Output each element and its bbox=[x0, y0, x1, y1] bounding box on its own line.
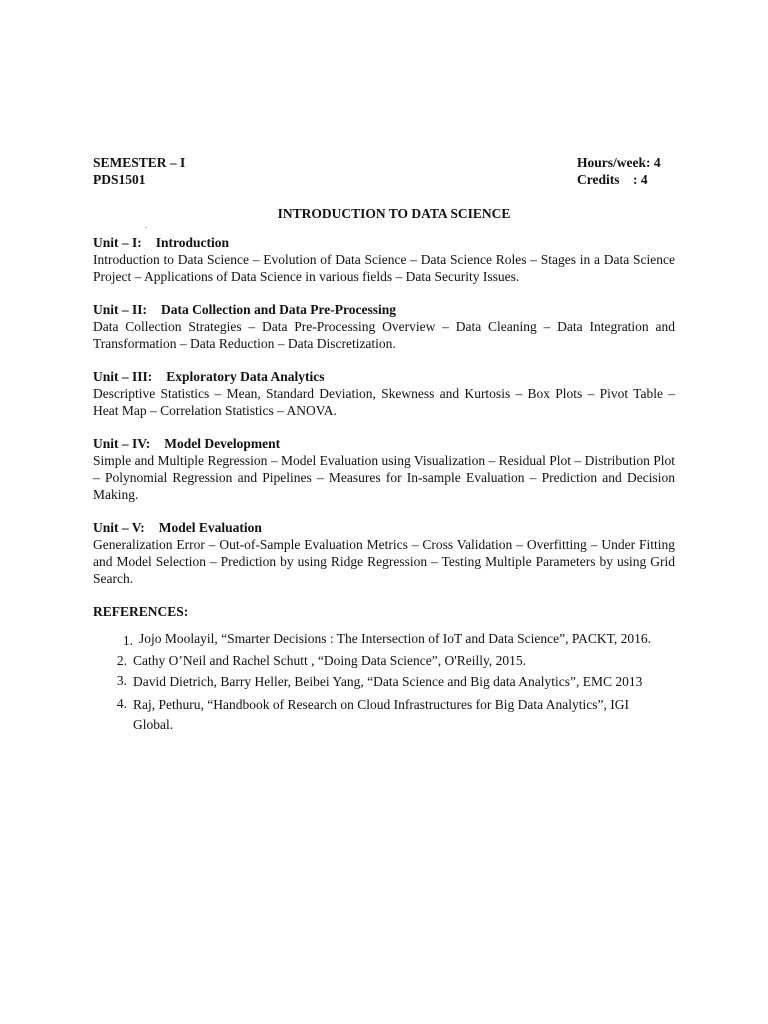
reference-number: 4. bbox=[116, 696, 127, 711]
unit-body: Descriptive Statistics – Mean, Standard Deviation, Skewness and Kurtosis – Box Plots – Pivot Table – Heat Map – Correlation Statistics – ANOVA. bbox=[93, 386, 675, 418]
syllabus-page bbox=[93, 154, 675, 738]
semester-label: SEMESTER – I bbox=[93, 155, 186, 170]
unit-label: Unit – I: bbox=[93, 235, 142, 250]
unit-label: Unit – IV: bbox=[93, 436, 151, 451]
references-list bbox=[93, 632, 675, 735]
unit-body: Generalization Error – Out-of-Sample Evaluation Metrics – Cross Validation – Overfitting – Under Fitting and Model Selection – Prediction by using Ridge Regression – Testing Multiple Parameters by using Grid Search. bbox=[93, 537, 675, 586]
course-title: INTRODUCTION TO DATA SCIENCE bbox=[277, 206, 511, 221]
reference-item bbox=[93, 632, 675, 649]
unit-heading bbox=[93, 301, 675, 318]
unit-title: Introduction bbox=[155, 235, 230, 250]
course-code: PDS1501 bbox=[93, 172, 146, 187]
unit-label: Unit – II: bbox=[93, 302, 148, 317]
unit-body: Simple and Multiple Regression – Model Evaluation using Visualization – Residual Plot – Distribution Plot – Polynomial Regression and Pipelines – Measures for In-sample Evaluation – Prediction and Decision Making. bbox=[93, 453, 675, 502]
unit-title: Data Collection and Data Pre-Processing bbox=[161, 302, 396, 317]
reference-number: 2. bbox=[116, 653, 127, 668]
unit-4 bbox=[93, 435, 675, 503]
reference-item bbox=[93, 672, 675, 692]
unit-2 bbox=[93, 301, 675, 352]
reference-item bbox=[93, 695, 675, 735]
unit-heading bbox=[93, 368, 675, 385]
unit-label: Unit – V: bbox=[93, 520, 145, 535]
course-header-right bbox=[577, 154, 675, 188]
unit-body: Introduction to Data Science – Evolution of Data Science – Data Science Roles – Stages in a Data Science Project – Applications of Data Science in various fields – Data Security Issues. bbox=[93, 252, 675, 284]
credits-label: Credits bbox=[577, 172, 620, 187]
credits-value: : 4 bbox=[633, 172, 648, 187]
unit-heading bbox=[93, 234, 675, 251]
credits-line bbox=[577, 171, 675, 188]
course-header bbox=[93, 154, 675, 188]
unit-title: Exploratory Data Analytics bbox=[166, 369, 325, 384]
unit-label: Unit – III: bbox=[93, 369, 153, 384]
reference-text: Raj, Pethuru, “Handbook of Research on Cloud Infrastructures for Big Data Analytics”, IGI Global. bbox=[133, 697, 629, 732]
hours-per-week: Hours/week: 4 bbox=[577, 155, 661, 170]
unit-title: Model Evaluation bbox=[158, 520, 262, 535]
unit-5 bbox=[93, 519, 675, 587]
references-heading: REFERENCES: bbox=[93, 604, 189, 619]
reference-number: 3. bbox=[116, 673, 127, 688]
reference-number: 1. bbox=[122, 633, 133, 648]
reference-text: Cathy O’Neil and Rachel Schutt , “Doing Data Science”, O'Reilly, 2015. bbox=[133, 653, 526, 668]
reference-item bbox=[93, 652, 675, 669]
unit-3 bbox=[93, 368, 675, 419]
reference-text: David Dietrich, Barry Heller, Beibei Yang, “Data Science and Big data Analytics”, EMC 2013 bbox=[133, 674, 643, 689]
unit-heading bbox=[93, 519, 675, 536]
unit-heading bbox=[93, 435, 675, 452]
reference-text: Jojo Moolayil, “Smarter Decisions : The Intersection of IoT and Data Science”, PACKT, 2016. bbox=[139, 631, 652, 646]
course-header-left bbox=[93, 154, 185, 188]
unit-body: Data Collection Strategies – Data Pre-Processing Overview – Data Cleaning – Data Integration and Transformation – Data Reduction – Data Discretization. bbox=[93, 319, 675, 351]
unit-1 bbox=[93, 234, 675, 285]
stray-mark: . bbox=[145, 221, 147, 230]
unit-title: Model Development bbox=[164, 436, 281, 451]
